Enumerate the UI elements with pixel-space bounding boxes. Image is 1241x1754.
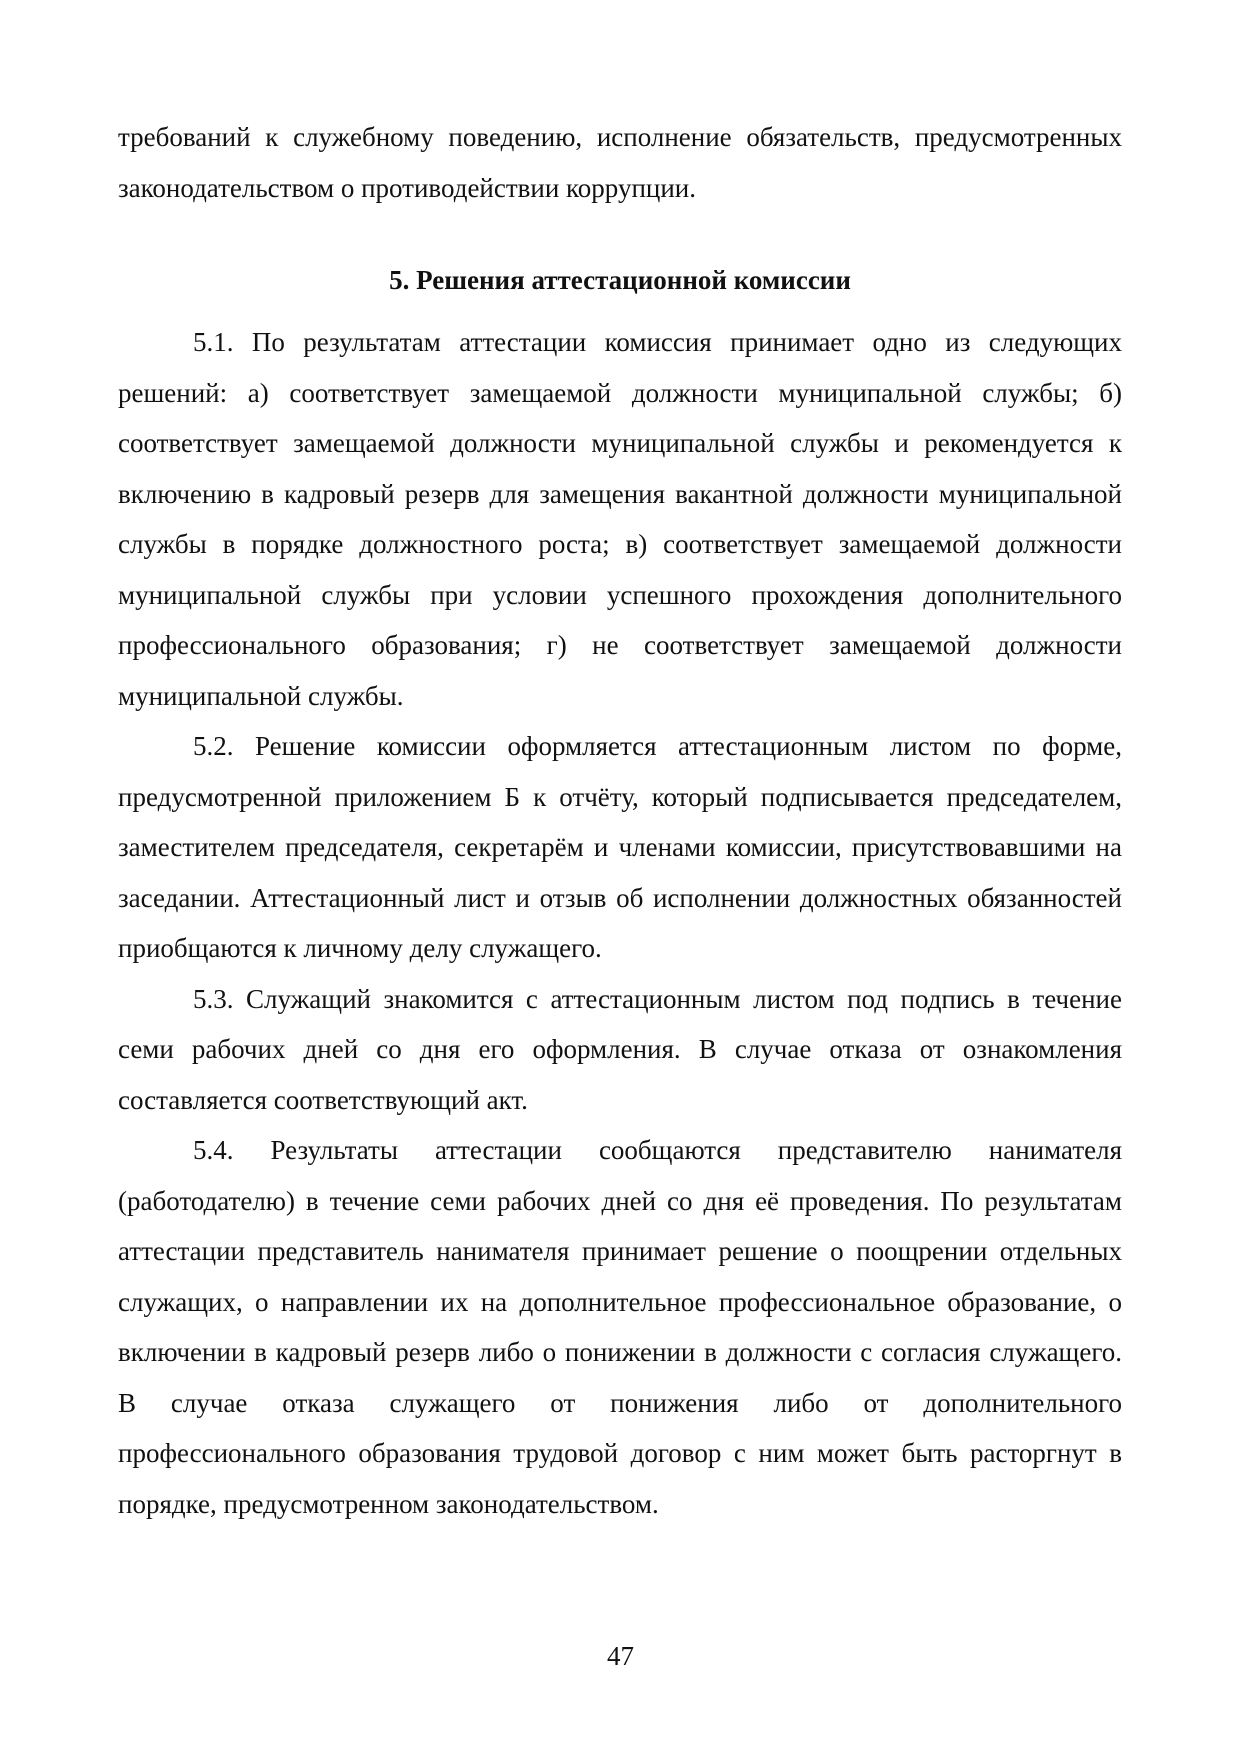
paragraph-5-1: 5.1. По результатам аттестации комиссия принимает одно из следующих решений: а) соответствует замещаемой должности муниципальной службы; б) соответствует замещаемой должности муниципальной службы и рекомендуется к включению в кадровый резерв для замещения вакантной должности муниципальной службы в порядке должностного роста; в) соответствует замещаемой должности муниципальной службы при условии успешного прохождения дополнительного профессионального образования; г) не соответствует замещаемой должности муниципальной службы. xyxy=(118,327,1122,711)
paragraph-5-3: 5.3. Служащий знакомится с аттестационным листом под подпись в течение семи рабочих дней со дня его оформления. В случае отказа от ознакомления составляется соответствующий акт. xyxy=(118,983,1122,1115)
paragraph-5-4: 5.4. Результаты аттестации сообщаются представителю нанимателя (работодателю) в течение семи рабочих дней со дня её проведения. По результатам аттестации представитель нанимателя принимает решение о поощрении отдельных служащих, о направлении их на дополнительное профессиональное образование, о включении в кадровый резерв либо о понижении в должности с согласия служащего. В случае отказа служащего от понижения либо от дополнительного профессионального образования трудовой договор с ним может быть расторгнут в порядке, предусмотренном законодательством. xyxy=(118,1135,1122,1519)
page-number: 47 xyxy=(607,1641,634,1671)
paragraph-5-2: 5.2. Решение комиссии оформляется аттестационным листом по форме, предусмотренной приложением Б к отчёту, который подписывается председателем, заместителем председателя, секретарём и членами комиссии, присутствовавшими на заседании. Аттестационный лист и отзыв об исполнении должностных обязанностей приобщаются к личному делу служащего. xyxy=(118,731,1122,963)
document-page xyxy=(118,112,1122,1529)
intro-paragraph: требований к служебному поведению, исполнение обязательств, предусмотренных законодательством о противодействии коррупции. xyxy=(118,122,1122,203)
section-heading: 5. Решения аттестационной комиссии xyxy=(389,265,851,295)
